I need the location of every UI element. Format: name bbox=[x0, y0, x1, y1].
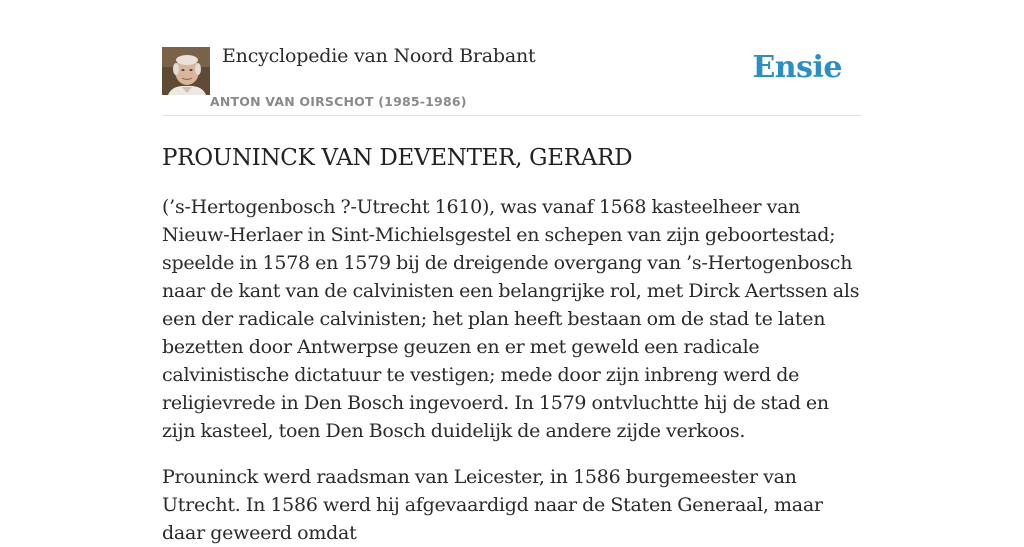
author-name[interactable]: ANTON VAN OIRSCHOT (1985-1986) bbox=[210, 94, 467, 109]
encyclopedia-title[interactable]: Encyclopedie van Noord Brabant bbox=[222, 45, 536, 67]
entry-paragraph-1: (’s-Hertogenbosch ?-Utrecht 1610), was vanaf 1568 kasteelheer van Nieuw-Herlaer in Sint-Michielsgestel en schepen van zijn geboortestad; speelde in 1578 en 1579 bij de dreigende overgang van ’s-Hertogenbosch naar de kant van de calvinisten een belangrijke rol, met Dirck Aertssen als een der radicale calvinisten; het plan heeft bestaan om de stad te laten bezetten door Antwerpse geuzen en er met geweld een radicale calvinistische dictatuur te vestigen; mede door zijn inbreng werd de religievrede in Den Bosch ingevoerd. In 1579 ontvluchtte hij de stad en zijn kasteel, toen Den Bosch duidelijk de andere zijde verkoos. bbox=[162, 196, 860, 442]
entry-header bbox=[162, 0, 862, 116]
content-container bbox=[162, 0, 862, 547]
entry-title: PROUNINCK VAN DEVENTER, GERARD bbox=[162, 145, 633, 171]
ensie-logo[interactable]: Ensie bbox=[752, 50, 842, 85]
author-avatar[interactable] bbox=[162, 47, 210, 95]
entry-paragraph-2: Prouninck werd raadsman van Leicester, in 1586 burgemeester van Utrecht. In 1586 werd hij afgevaardigd naar de Staten Generaal, maar daar geweerd omdat bbox=[162, 466, 823, 544]
portrait-icon bbox=[162, 47, 210, 95]
